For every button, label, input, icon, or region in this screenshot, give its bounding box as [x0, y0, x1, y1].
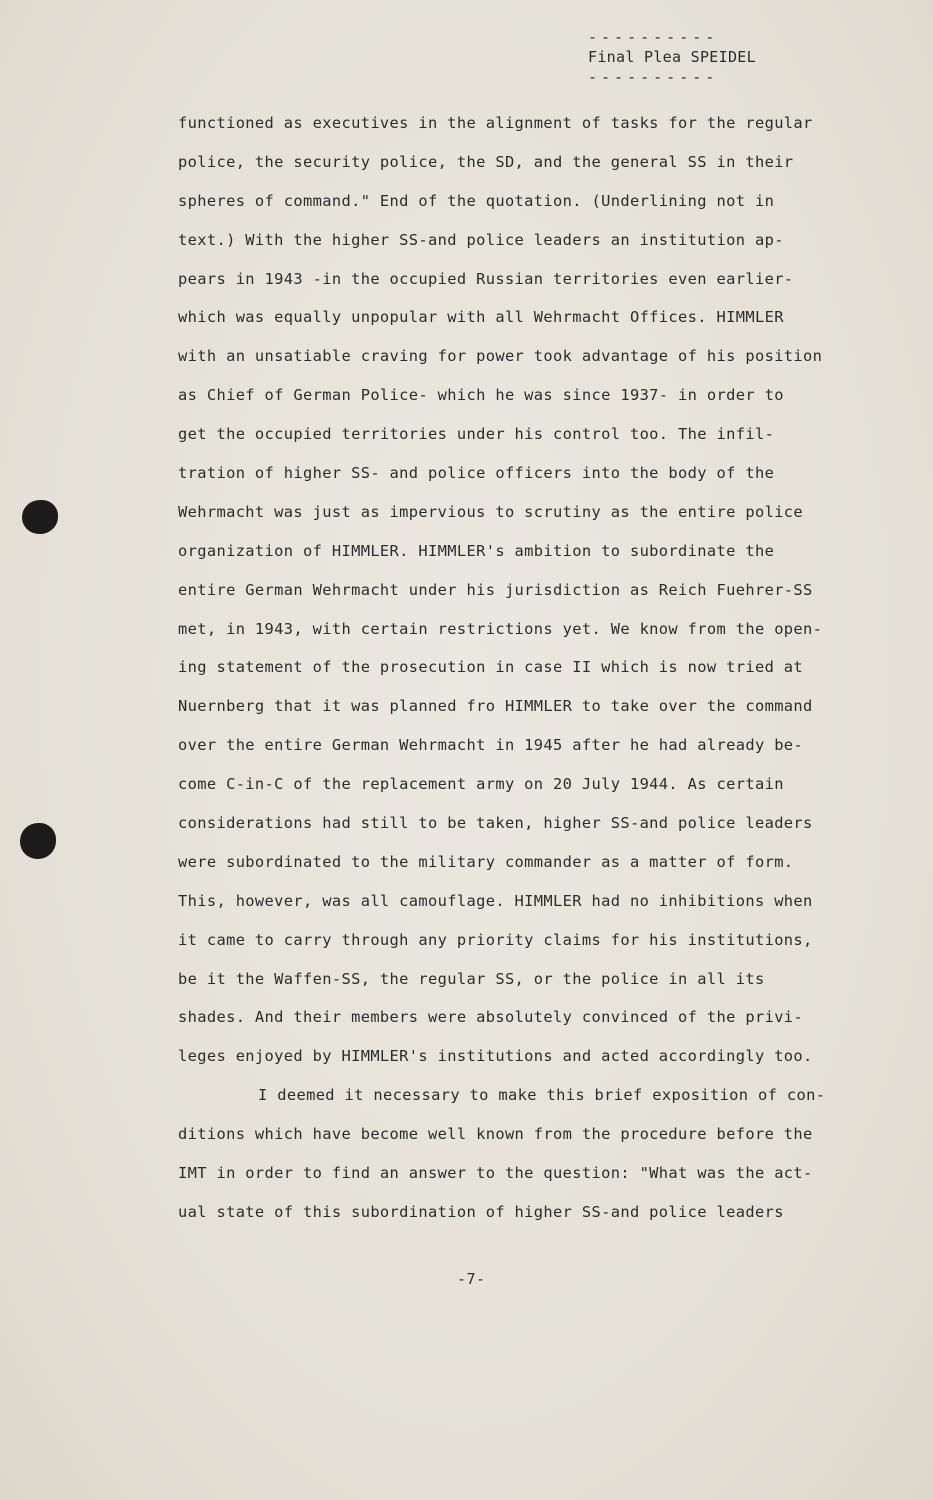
text-line: spheres of command." End of the quotation. (Underlining not in — [178, 191, 775, 210]
text-line: ditions which have become well known from the procedure before the — [178, 1125, 813, 1144]
text-line-paragraph-start: I deemed it necessary to make this brief exposition of con- — [258, 1086, 826, 1105]
text-line: entire German Wehrmacht under his jurisdiction as Reich Fuehrer-SS — [178, 580, 813, 599]
punch-hole-top — [22, 500, 58, 534]
text-line: considerations had still to be taken, higher SS-and police leaders — [178, 814, 813, 833]
text-line: leges enjoyed by HIMMLER's institutions and acted accordingly too. — [178, 1047, 813, 1066]
text-line: police, the security police, the SD, and the general SS in their — [178, 152, 794, 171]
text-line: shades. And their members were absolutely convinced of the privi- — [178, 1008, 804, 1027]
text-line: tration of higher SS- and police officers into the body of the — [178, 464, 775, 483]
text-line: Wehrmacht was just as impervious to scrutiny as the entire police — [178, 502, 804, 521]
punch-hole-bottom — [20, 823, 56, 859]
text-line: come C-in-C of the replacement army on 20 July 1944. As certain — [178, 775, 784, 794]
text-line: it came to carry through any priority claims for his institutions, — [178, 930, 813, 949]
text-line: over the entire German Wehrmacht in 1945 after he had already be- — [178, 736, 804, 755]
text-line: Nuernberg that it was planned fro HIMMLER to take over the command — [178, 697, 813, 716]
text-line: pears in 1943 -in the occupied Russian territories even earlier- — [178, 269, 794, 288]
text-line: functioned as executives in the alignment of tasks for the regular — [178, 114, 813, 132]
text-line: be it the Waffen-SS, the regular SS, or the police in all its — [178, 969, 765, 988]
text-line: get the occupied territories under his control too. The infil- — [178, 425, 775, 444]
header-dash-rule-top: ---------- — [588, 30, 719, 44]
text-line: were subordinated to the military commander as a matter of form. — [178, 852, 794, 871]
text-line: This, however, was all camouflage. HIMMLER had no inhibitions when — [178, 891, 813, 910]
page-number: -7- — [457, 1270, 486, 1288]
text-line: as Chief of German Police- which he was since 1937- in order to — [178, 386, 784, 405]
header-dash-rule-bottom: ---------- — [588, 70, 719, 84]
text-line: which was equally unpopular with all Wehrmacht Offices. HIMMLER — [178, 308, 784, 327]
text-line: with an unsatiable craving for power took advantage of his position — [178, 347, 823, 366]
text-line: met, in 1943, with certain restrictions yet. We know from the open- — [178, 619, 823, 638]
text-line: organization of HIMMLER. HIMMLER's ambition to subordinate the — [178, 541, 775, 560]
text-line: ual state of this subordination of higher SS-and police leaders — [178, 1202, 784, 1221]
text-line: IMT in order to find an answer to the question: "What was the act- — [178, 1164, 813, 1183]
document-body — [178, 104, 848, 1232]
header-title: Final Plea SPEIDEL — [588, 48, 756, 66]
text-line: text.) With the higher SS-and police leaders an institution ap- — [178, 230, 784, 249]
page-header — [588, 30, 788, 84]
text-line: ing statement of the prosecution in case II which is now tried at — [178, 658, 804, 677]
